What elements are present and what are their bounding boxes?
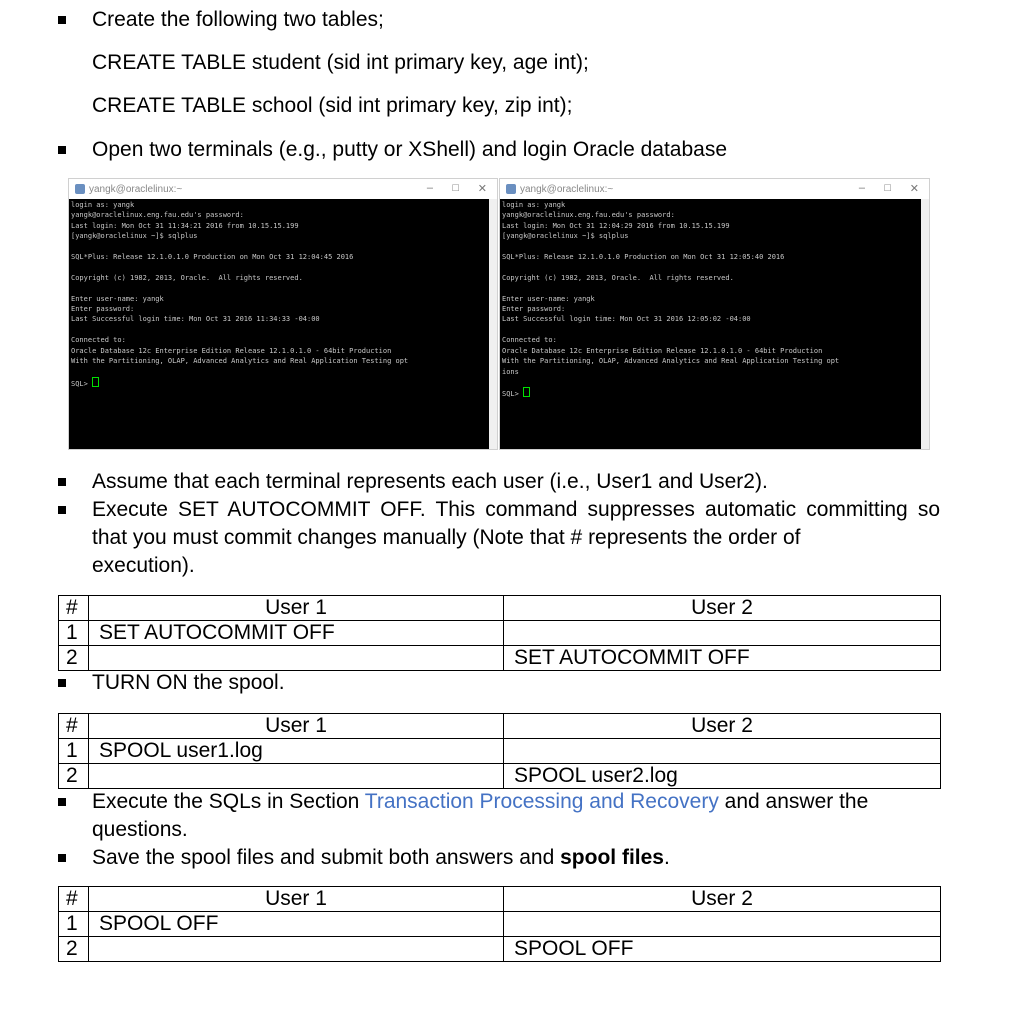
terminal-window-user2[interactable] <box>499 178 930 450</box>
sql-prompt: SQL> <box>71 379 93 388</box>
instruction-assume-users: Assume that each terminal represents each user (i.e., User1 and User2). <box>92 470 768 493</box>
instruction-create-tables: Create the following two tables; <box>92 8 384 31</box>
sql-prompt: SQL> <box>502 390 524 399</box>
autocommit-order-table <box>58 595 941 671</box>
col-user2-header: User 2 <box>504 596 941 621</box>
terminal-title: yangk@oraclelinux:~ <box>520 184 614 195</box>
close-icon[interactable]: ✕ <box>477 183 487 195</box>
instruction-execute-sqls: Execute the SQLs in Section Transaction Processing and Recovery and answer the <box>92 790 869 813</box>
user1-command <box>89 937 504 962</box>
table-header-row <box>59 714 941 739</box>
user1-command <box>89 764 504 789</box>
step-number: 1 <box>59 739 89 764</box>
terminal-scrollbar[interactable] <box>921 199 929 449</box>
instruction-save-spool: Save the spool files and submit both answers and spool files. <box>92 846 670 869</box>
instruction-execute-sqls-line2: questions. <box>92 818 188 841</box>
section-link[interactable]: Transaction Processing and Recovery <box>364 790 719 813</box>
col-user1-header: User 1 <box>89 887 504 912</box>
user1-command <box>89 646 504 671</box>
table-row <box>59 912 941 937</box>
maximize-icon[interactable]: □ <box>452 182 459 194</box>
putty-icon <box>75 184 85 194</box>
terminal-titlebar <box>69 179 497 199</box>
terminal-screen[interactable] <box>69 199 489 449</box>
user1-command: SPOOL user1.log <box>89 739 504 764</box>
instruction-open-terminals: Open two terminals (e.g., putty or XShell) and login Oracle database <box>92 138 728 161</box>
terminal-screen[interactable] <box>500 199 921 449</box>
terminal-titlebar <box>500 179 929 199</box>
terminal-cursor <box>523 387 530 397</box>
user2-command <box>504 621 941 646</box>
col-num-header: # <box>59 596 89 621</box>
user2-command <box>504 912 941 937</box>
sql-create-student: CREATE TABLE student (sid int primary key, age int); <box>92 51 589 74</box>
table-header-row <box>59 596 941 621</box>
step-number: 2 <box>59 646 89 671</box>
terminal-output: login as: yangk yangk@oraclelinux.eng.fau.edu's password: Last login: Mon Oct 31 12:04:29 2016 from 10.15.15.199 [yangk@oraclelinux ~]$ sqlplus SQL*Plus: Release 12.1.0.1.0 Production on Mon Oct 31 12:05:40 2016 Copyright (c) 1982, 2013, Oracle. All rights reserved. Enter user-name: yangk Enter password: Last Successful login time: Mon Oct 31 2016 12:05:02 -04:00 Connected to: Oracle Database 12c Enterprise Edition Release 12.1.0.1.0 - 64bit Production With the Partitioning, OLAP, Advanced Analytics and Real Application Testing opt ions SQL> <box>502 201 840 399</box>
user2-command: SPOOL user2.log <box>504 764 941 789</box>
minimize-icon[interactable]: – <box>858 182 865 194</box>
instruction-spool-on: TURN ON the spool. <box>92 671 285 694</box>
bullet-marker <box>58 16 66 24</box>
table-header-row <box>59 887 941 912</box>
minimize-icon[interactable]: – <box>426 182 433 194</box>
instruction-autocommit: Execute SET AUTOCOMMIT OFF. This command suppresses automatic committing so that you must commit changes manually (Note that # represents the order of execution). <box>92 498 940 577</box>
terminal-output: login as: yangk yangk@oraclelinux.eng.fau.edu's password: Last login: Mon Oct 31 11:34:21 2016 from 10.15.15.199 [yangk@oraclelinux ~]$ sqlplus SQL*Plus: Release 12.1.0.1.0 Production on Mon Oct 31 12:04:45 2016 Copyright (c) 1982, 2013, Oracle. All rights reserved. Enter user-name: yangk Enter password: Last Successful login time: Mon Oct 31 2016 11:34:33 -04:00 Connected to: Oracle Database 12c Enterprise Edition Release 12.1.0.1.0 - 64bit Production With the Partitioning, OLAP, Advanced Analytics and Real Application Testing opt SQL> <box>71 201 409 388</box>
col-num-header: # <box>59 887 89 912</box>
terminal-cursor <box>92 377 99 387</box>
terminal-scrollbar[interactable] <box>489 199 497 449</box>
col-user2-header: User 2 <box>504 714 941 739</box>
bullet-marker <box>58 679 66 687</box>
spool-on-order-table <box>58 713 941 789</box>
terminal-window-user1[interactable] <box>68 178 498 450</box>
user2-command: SET AUTOCOMMIT OFF <box>504 646 941 671</box>
col-num-header: # <box>59 714 89 739</box>
bullet-marker <box>58 798 66 806</box>
close-icon[interactable]: ✕ <box>909 183 919 195</box>
user2-command: SPOOL OFF <box>504 937 941 962</box>
col-user1-header: User 1 <box>89 714 504 739</box>
table-row <box>59 621 941 646</box>
bullet-marker <box>58 854 66 862</box>
table-row <box>59 937 941 962</box>
bullet-marker <box>58 506 66 514</box>
step-number: 1 <box>59 621 89 646</box>
maximize-icon[interactable]: □ <box>884 182 891 194</box>
sql-create-school: CREATE TABLE school (sid int primary key, zip int); <box>92 94 573 117</box>
table-row <box>59 739 941 764</box>
putty-icon <box>506 184 516 194</box>
bullet-marker <box>58 478 66 486</box>
step-number: 2 <box>59 937 89 962</box>
spool-off-order-table <box>58 886 941 962</box>
step-number: 2 <box>59 764 89 789</box>
user1-command: SPOOL OFF <box>89 912 504 937</box>
user1-command: SET AUTOCOMMIT OFF <box>89 621 504 646</box>
table-row <box>59 646 941 671</box>
step-number: 1 <box>59 912 89 937</box>
col-user2-header: User 2 <box>504 887 941 912</box>
terminal-title: yangk@oraclelinux:~ <box>89 184 183 195</box>
bullet-marker <box>58 146 66 154</box>
user2-command <box>504 739 941 764</box>
table-row <box>59 764 941 789</box>
col-user1-header: User 1 <box>89 596 504 621</box>
